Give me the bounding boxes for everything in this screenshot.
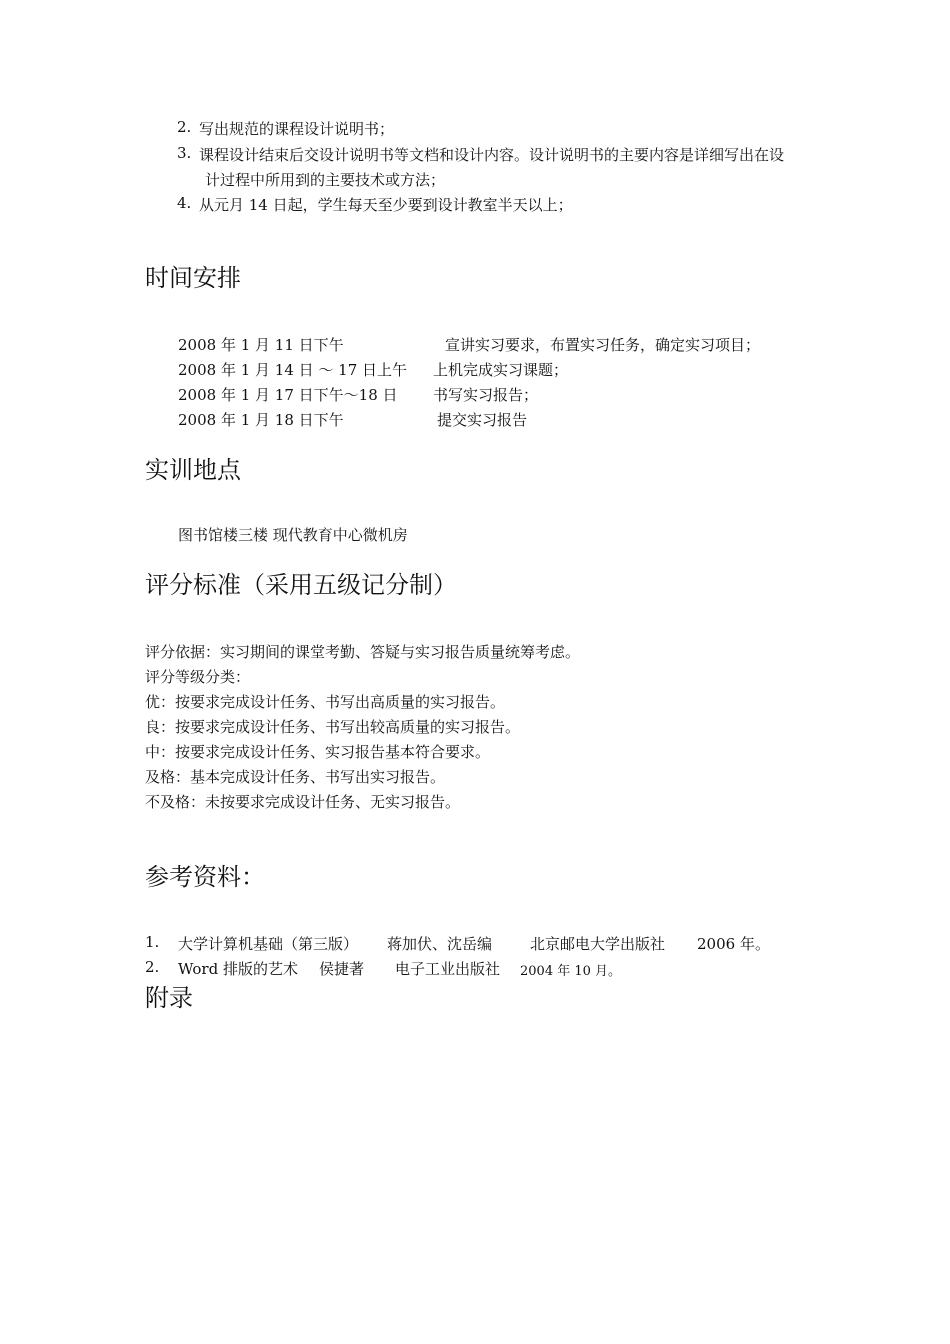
reference-author: 侯捷著 xyxy=(319,960,365,978)
grading-line: 中：按要求完成设计任务、实习报告基本符合要求。 xyxy=(145,743,491,761)
reference-publisher: 电子工业出版社 xyxy=(395,960,501,978)
schedule-heading: 时间安排 xyxy=(145,264,241,292)
grading-line: 评分等级分类： xyxy=(145,668,251,686)
list-item: 写出规范的课程设计说明书； xyxy=(199,120,395,138)
schedule-task: 宣讲实习要求，布置实习任务，确定实习项目； xyxy=(445,336,761,354)
reference-year: 2006 年。 xyxy=(697,935,770,953)
schedule-task: 提交实习报告 xyxy=(437,411,528,429)
list-item-number: 2. xyxy=(177,118,192,136)
schedule-date: 2008 年 1 月 17 日下午～18 日 xyxy=(178,386,398,404)
grading-line: 优：按要求完成设计任务、书写出高质量的实习报告。 xyxy=(145,693,506,711)
grading-line: 良：按要求完成设计任务、书写出较高质量的实习报告。 xyxy=(145,718,521,736)
list-item-number: 3. xyxy=(177,144,192,162)
location-heading: 实训地点 xyxy=(145,456,241,484)
reference-title: 大学计算机基础（第三版） xyxy=(178,935,359,953)
references-heading: 参考资料： xyxy=(145,863,265,891)
list-item: 从元月 14 日起，学生每天至少要到设计教室半天以上； xyxy=(199,196,573,214)
reference-publisher: 北京邮电大学出版社 xyxy=(530,935,666,953)
schedule-task: 上机完成实习课题； xyxy=(433,361,569,379)
reference-number: 2. xyxy=(145,958,160,976)
grading-line: 及格：基本完成设计任务、书写出实习报告。 xyxy=(145,768,446,786)
schedule-date: 2008 年 1 月 14 日 ～ 17 日上午 xyxy=(178,361,408,379)
reference-number: 1. xyxy=(145,933,160,951)
grading-heading: 评分标准（采用五级记分制） xyxy=(145,571,457,599)
list-item: 课程设计结束后交设计说明书等文档和设计内容。设计说明书的主要内容是详细写出在设 xyxy=(199,146,785,164)
reference-title: Word 排版的艺术 xyxy=(178,960,298,978)
location-text: 图书馆楼三楼 现代教育中心微机房 xyxy=(178,526,408,544)
schedule-date: 2008 年 1 月 11 日下午 xyxy=(178,336,344,354)
appendix-heading: 附录 xyxy=(145,984,193,1012)
grading-line: 不及格：未按要求完成设计任务、无实习报告。 xyxy=(145,793,461,811)
list-item-number: 4. xyxy=(177,194,192,212)
reference-year: 2004 年 10 月。 xyxy=(520,964,622,979)
list-item-continuation: 计过程中所用到的主要技术或方法； xyxy=(205,171,446,189)
grading-line: 评分依据：实习期间的课堂考勤、答疑与实习报告质量统筹考虑。 xyxy=(145,643,581,661)
schedule-task: 书写实习报告； xyxy=(433,386,539,404)
reference-author: 蒋加伏、沈岳编 xyxy=(387,935,493,953)
schedule-date: 2008 年 1 月 18 日下午 xyxy=(178,411,344,429)
